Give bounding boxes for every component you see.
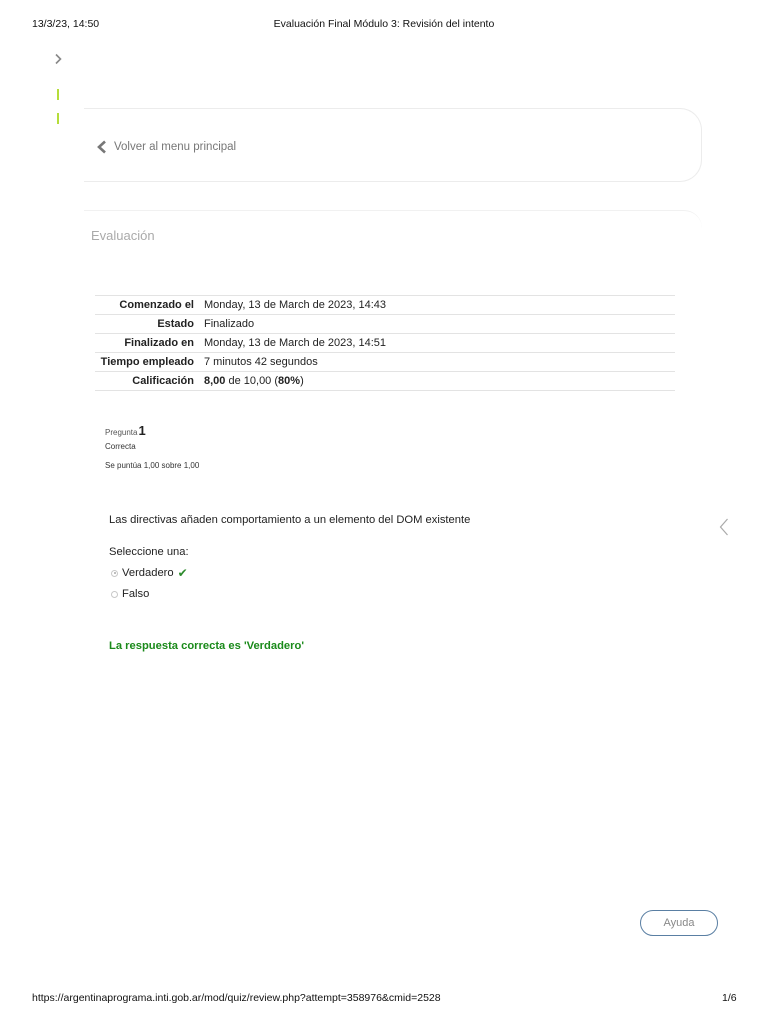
summary-label: Estado	[95, 315, 199, 334]
summary-label: Finalizado en	[95, 334, 199, 353]
print-url: https://argentinaprograma.inti.gob.ar/mod/quiz/review.php?attempt=358976&cmid=2528	[32, 992, 441, 1004]
summary-row	[95, 315, 675, 334]
question-label: Pregunta	[105, 428, 138, 437]
question-info	[105, 423, 199, 470]
summary-value: 7 minutos 42 segundos	[199, 353, 675, 372]
option-label: Verdadero	[122, 567, 174, 579]
question-number: 1	[138, 423, 146, 438]
print-page-number: 1/6	[722, 992, 737, 1004]
question-text: Las directivas añaden comportamiento a un elemento del DOM existente	[109, 514, 471, 526]
correct-answer-feedback: La respuesta correcta es 'Verdadero'	[109, 640, 304, 652]
question-prompt: Seleccione una:	[109, 546, 189, 558]
summary-label: Comenzado el	[95, 296, 199, 315]
back-link-label: Volver al menu principal	[114, 141, 237, 153]
drawer-toggle-button[interactable]	[718, 517, 730, 542]
summary-label: Calificación	[95, 372, 199, 391]
grade-percent: 80%	[278, 374, 301, 387]
radio-button[interactable]	[111, 570, 118, 577]
summary-value: Monday, 13 de March de 2023, 14:43	[199, 296, 675, 315]
summary-row	[95, 353, 675, 372]
grade-max: de 10,00	[228, 374, 272, 387]
back-to-main-menu-link[interactable]	[96, 140, 236, 154]
summary-label: Tiempo empleado	[95, 353, 199, 372]
section-title: Evaluación	[91, 228, 155, 243]
grade-score: 8,00	[204, 374, 226, 387]
attempt-summary-table	[95, 295, 675, 391]
summary-row	[95, 296, 675, 315]
checkmark-icon: ✔	[177, 566, 188, 580]
summary-value: Finalizado	[199, 315, 675, 334]
print-datetime: 13/3/23, 14:50	[32, 18, 100, 30]
sidebar-indicator	[57, 113, 59, 124]
option-falso[interactable]	[111, 588, 149, 600]
chevron-right-icon	[53, 53, 63, 65]
summary-row	[95, 372, 675, 391]
summary-row	[95, 334, 675, 353]
grade-value: 8,00 de 10,00 (80%)	[199, 372, 675, 391]
option-label: Falso	[122, 588, 150, 600]
question-status: Correcta	[105, 442, 136, 451]
radio-button[interactable]	[111, 591, 118, 598]
evaluation-card	[84, 210, 702, 230]
chevron-left-icon	[96, 140, 108, 154]
sidebar-indicator	[57, 89, 59, 100]
question-score: Se puntúa 1,00 sobre 1,00	[105, 461, 200, 470]
option-verdadero[interactable]	[111, 566, 188, 580]
sidebar-toggle-button[interactable]	[53, 52, 63, 70]
help-button[interactable]: Ayuda	[640, 910, 718, 936]
summary-value: Monday, 13 de March de 2023, 14:51	[199, 334, 675, 353]
print-title: Evaluación Final Módulo 3: Revisión del intento	[273, 18, 495, 30]
chevron-left-icon	[718, 517, 730, 537]
